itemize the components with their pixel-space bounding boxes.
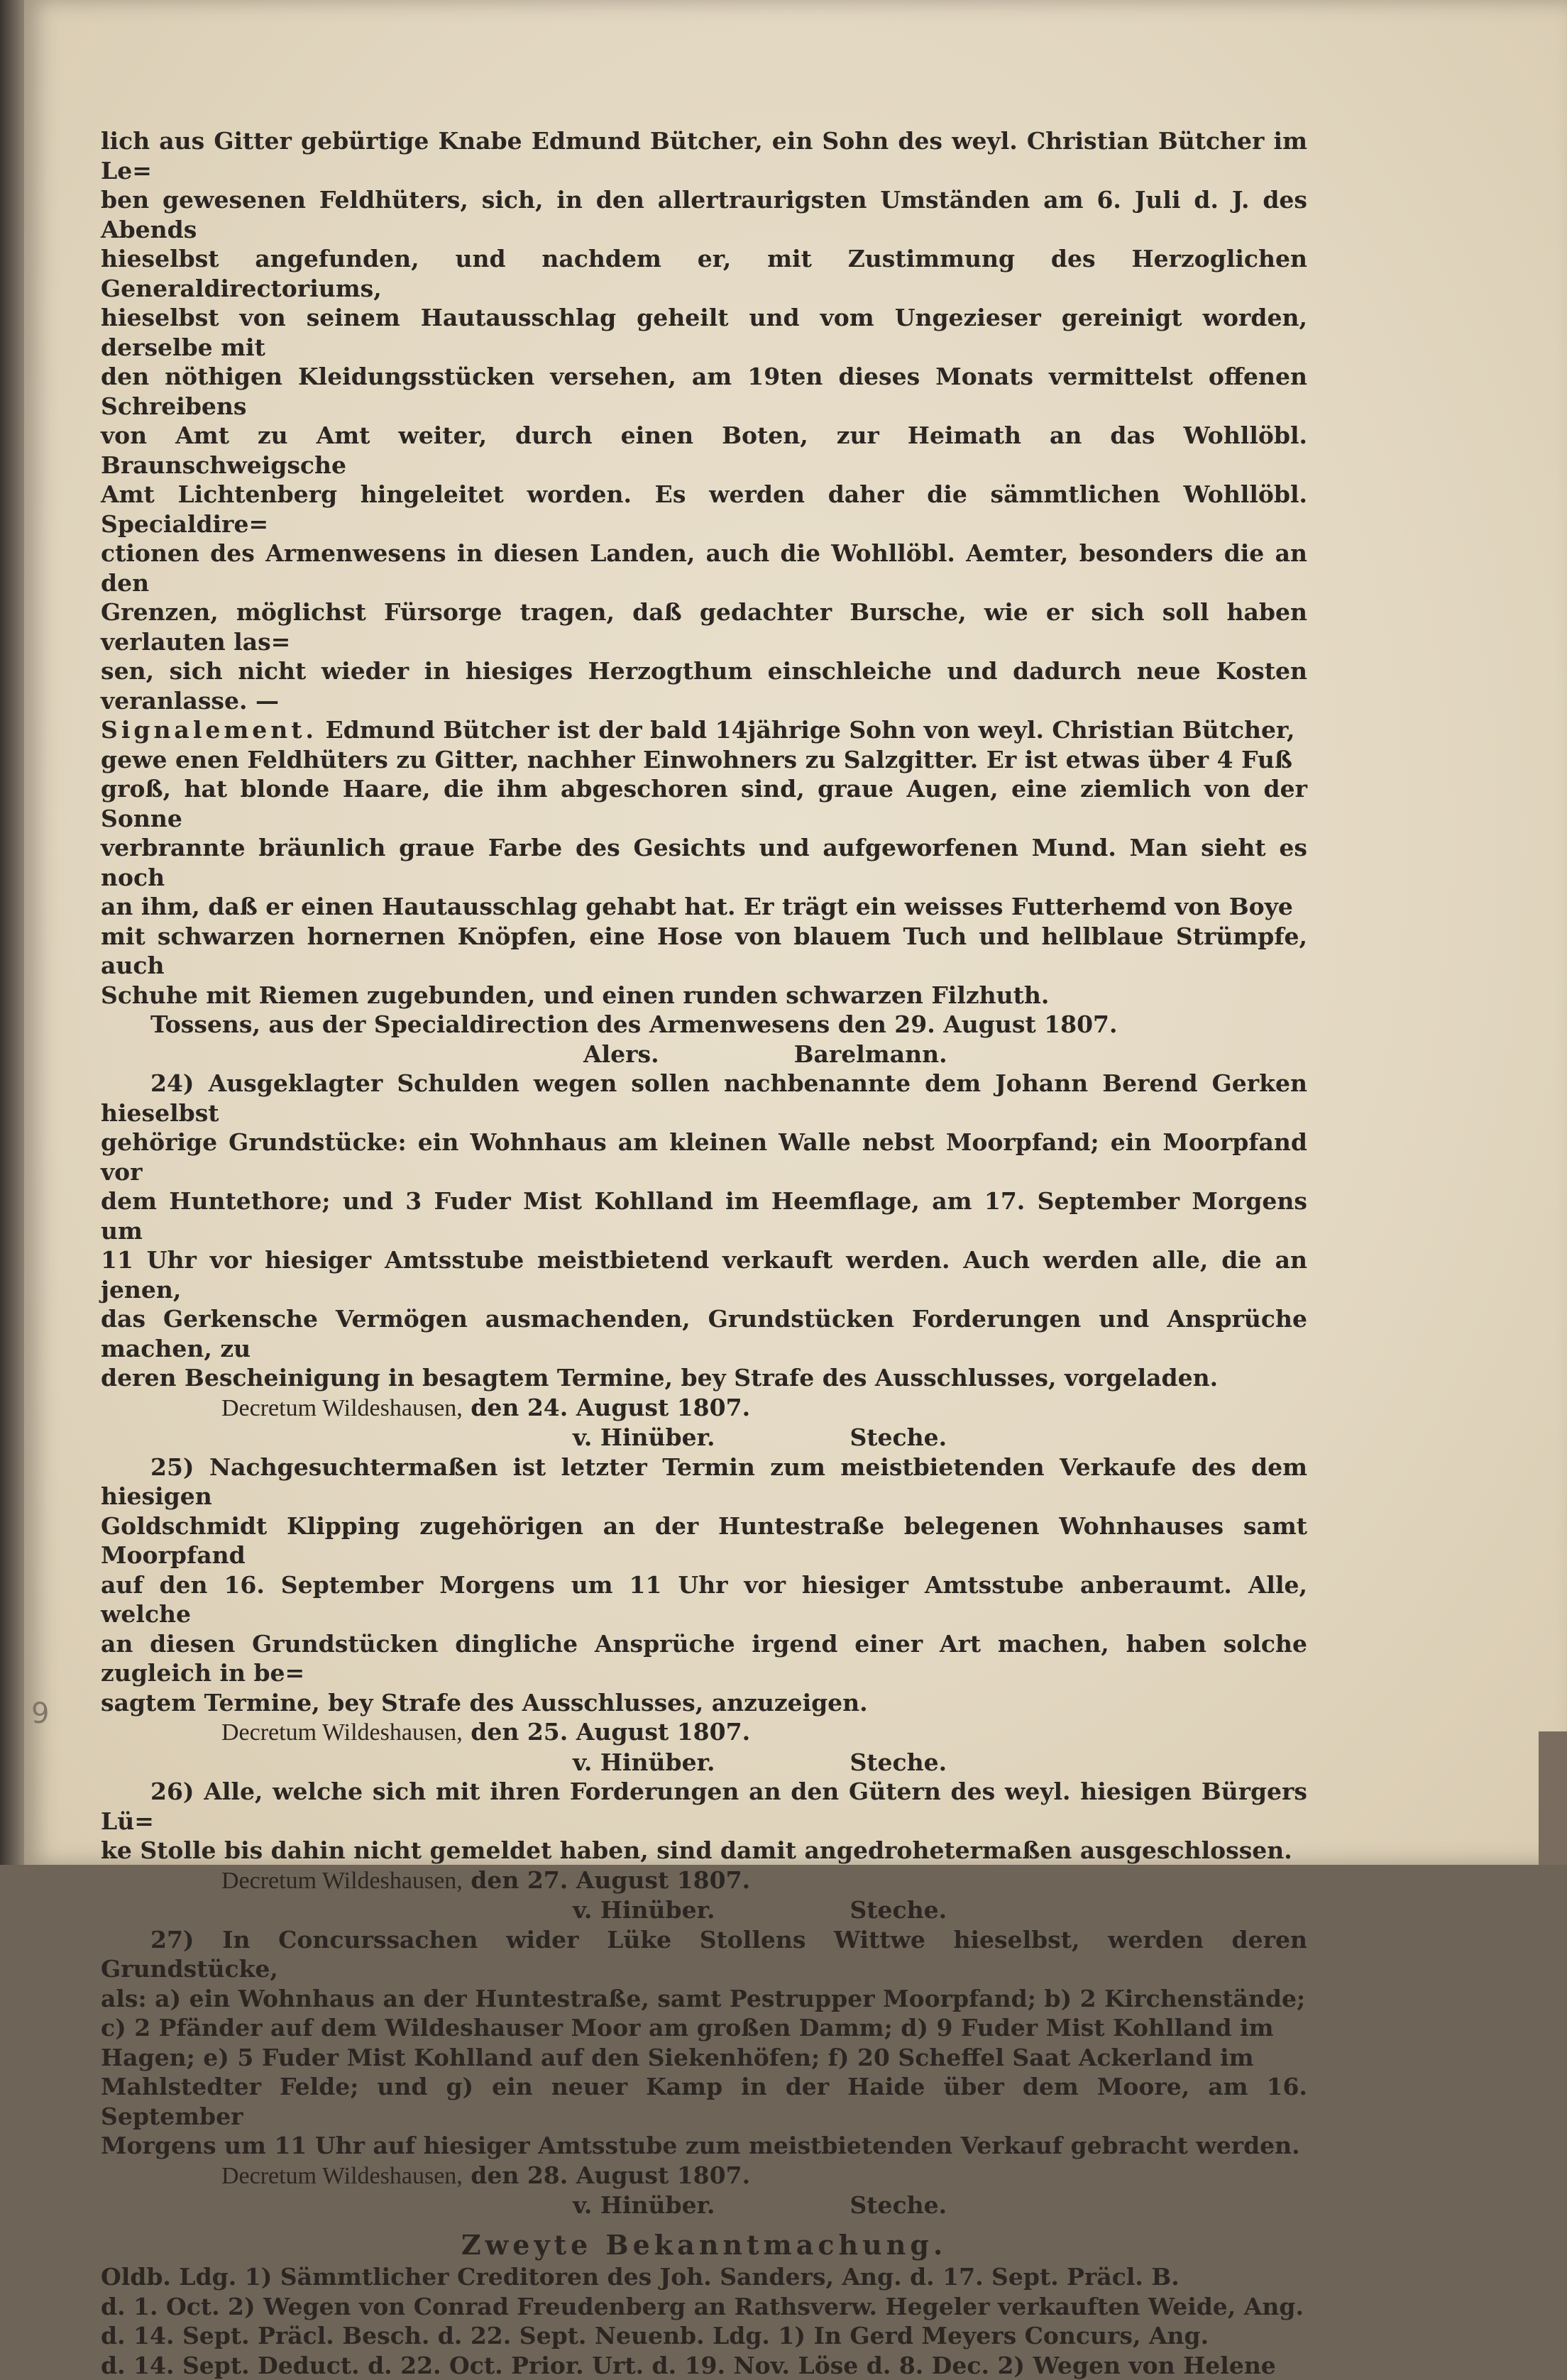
place-date: Tossens, aus der Specialdirection des Armenwesens den 29. August 1807. [101, 1010, 1307, 1040]
decretum-line [101, 1717, 1307, 1748]
text-line: ben gewesenen Feldhüters, sich, in den allertraurigsten Umständen am 6. Juli d. J. des Abends [101, 185, 1307, 244]
decretum-line [101, 2161, 1307, 2191]
text-line: Oldb. Ldg. 1) Sämmtlicher Creditoren des Joh. Sanders, Ang. d. 17. Sept. Präcl. B. [101, 2262, 1307, 2292]
signer: Steche. [850, 1748, 947, 1778]
decretum-line [101, 1393, 1307, 1423]
text-line: d. 14. Sept. Deduct. d. 22. Oct. Prior. Urt. d. 19. Nov. Löse d. 8. Dec. 2) Wegen von Helene [101, 2351, 1307, 2380]
notice-25 [101, 1453, 1307, 1778]
notice-26 [101, 1777, 1307, 1925]
text-line: d. 14. Sept. Präcl. Besch. d. 22. Sept. Neuenb. Ldg. 1) In Gerd Meyers Concurs, Ang. [101, 2321, 1307, 2351]
text-line: 26) Alle, welche sich mit ihren Forderungen an den Gütern des weyl. hiesigen Bürgers Lü= [101, 1777, 1307, 1836]
text-line: 24) Ausgeklagter Schulden wegen sollen nachbenannte dem Johann Berend Gerken hieselbst [101, 1069, 1307, 1128]
signer: v. Hinüber. [573, 2191, 715, 2220]
section-heading: Zweyte Bekanntmachung. [101, 2230, 1307, 2260]
text-line: den nöthigen Kleidungsstücken versehen, am 19ten dieses Monats vermittelst offenen Schreibens [101, 362, 1307, 421]
notice-24 [101, 1069, 1307, 1453]
text-line: von Amt zu Amt weiter, durch einen Boten, zur Heimath an das Wohllöbl. Braunschweigsche [101, 421, 1307, 480]
intro-paragraph [101, 126, 1307, 1069]
text-line: deren Bescheinigung in besagtem Termine, bey Strafe des Ausschlusses, vorgeladen. [101, 1363, 1307, 1393]
signatories [101, 1423, 1307, 1453]
text-line: Morgens um 11 Uhr auf hiesiger Amtsstube zum meistbietenden Verkauf gebracht werden. [101, 2131, 1307, 2161]
decretum-date: den 24. August 1807. [471, 1394, 750, 1421]
text-line: mit schwarzen hornernen Knöpfen, eine Hose von blauem Tuch und hellblaue Strümpfe, auch [101, 922, 1307, 981]
text-line: 11 Uhr vor hiesiger Amtsstube meistbietend verkauft werden. Auch werden alle, die an jenen, [101, 1245, 1307, 1304]
text-line: verbrannte bräunlich graue Farbe des Gesichts und aufgeworfenen Mund. Man sieht es noch [101, 833, 1307, 892]
signatories [101, 1895, 1307, 1925]
signalement-label: Signalement. [101, 716, 317, 744]
text-line: d. 1. Oct. 2) Wegen von Conrad Freudenberg an Rathsverw. Hegeler verkauften Weide, Ang. [101, 2292, 1307, 2322]
text-line: lich aus Gitter gebürtige Knabe Edmund Bütcher, ein Sohn des weyl. Christian Bütcher im Le= [101, 126, 1307, 185]
text-line: als: a) ein Wohnhaus an der Huntestraße, samt Pestrupper Moorpfand; b) 2 Kirchenstände; [101, 1984, 1307, 2014]
decretum-place: Decretum Wildeshausen, [221, 1868, 463, 1894]
signatories [101, 1040, 1307, 1069]
decretum-line [101, 1866, 1307, 1896]
signer: Steche. [850, 1423, 947, 1453]
text-line: das Gerkensche Vermögen ausmachenden, Grundstücken Forderungen und Ansprüche machen, zu [101, 1304, 1307, 1363]
text-line: sen, sich nicht wieder in hiesiges Herzogthum einschleiche und dadurch neue Kosten veranlasse. — [101, 656, 1307, 715]
text-line: ke Stolle bis dahin nicht gemeldet haben, sind damit angedrohetermaßen ausgeschlossen. [101, 1836, 1307, 1866]
signer: v. Hinüber. [573, 1748, 715, 1778]
text-line: Grenzen, möglichst Fürsorge tragen, daß gedachter Bursche, wie er sich soll haben verlauten las= [101, 597, 1307, 656]
signer: Barelmann. [794, 1040, 947, 1069]
text-line: an diesen Grundstücken dingliche Ansprüche irgend einer Art machen, haben solche zugleich in be= [101, 1629, 1307, 1688]
decretum-place: Decretum Wildeshausen, [221, 1395, 463, 1421]
document-text [101, 126, 1307, 2380]
text-line: c) 2 Pfänder auf dem Wildeshauser Moor am großen Damm; d) 9 Fuder Mist Kohlland im [101, 2013, 1307, 2043]
text-line: gehörige Grundstücke: ein Wohnhaus am kleinen Walle nebst Moorpfand; ein Moorpfand vor [101, 1128, 1307, 1186]
book-spine [0, 0, 24, 1865]
signalement-text: Edmund Bütcher ist der bald 14jährige Sohn von weyl. Christian Bütcher, [326, 716, 1295, 744]
signer: Steche. [850, 2191, 947, 2220]
text-line: 25) Nachgesuchtermaßen ist letzter Termin zum meistbietenden Verkaufe des dem hiesigen [101, 1453, 1307, 1511]
text-line: hieselbst angefunden, und nachdem er, mit Zustimmung des Herzoglichen Generaldirectoriums, [101, 244, 1307, 303]
text-line: Mahlstedter Felde; und g) ein neuer Kamp in der Haide über dem Moore, am 16. September [101, 2072, 1307, 2131]
signer: v. Hinüber. [573, 1895, 715, 1925]
notice-27 [101, 1925, 1307, 2220]
text-line: auf den 16. September Morgens um 11 Uhr vor hiesiger Amtsstube anberaumt. Alle, welche [101, 1570, 1307, 1629]
text-line: ctionen des Armenwesens in diesen Landen, auch die Wohllöbl. Aemter, besonders die an den [101, 539, 1307, 597]
text-line [101, 715, 1307, 745]
text-line: Hagen; e) 5 Fuder Mist Kohlland auf den Siekenhöfen; f) 20 Scheffel Saat Ackerland im [101, 2043, 1307, 2073]
text-line: Goldschmidt Klipping zugehörigen an der Huntestraße belegenen Wohnhauses samt Moorpfand [101, 1511, 1307, 1570]
page-corner-shadow [1539, 1731, 1567, 1865]
decretum-place: Decretum Wildeshausen, [221, 1719, 463, 1746]
signer: Alers. [583, 1040, 659, 1069]
signatories [101, 1748, 1307, 1778]
text-line: Schuhe mit Riemen zugebunden, und einen runden schwarzen Filzhuth. [101, 981, 1307, 1010]
decretum-date: den 27. August 1807. [471, 1866, 750, 1894]
text-line: sagtem Termine, bey Strafe des Ausschlusses, anzuzeigen. [101, 1688, 1307, 1718]
text-line: Amt Lichtenberg hingeleitet worden. Es werden daher die sämmtlichen Wohllöbl. Specialdire= [101, 480, 1307, 539]
decretum-place: Decretum Wildeshausen, [221, 2163, 463, 2189]
signatories [101, 2191, 1307, 2220]
decretum-date: den 28. August 1807. [471, 2161, 750, 2189]
signer: v. Hinüber. [573, 1423, 715, 1453]
text-line: 27) In Concurssachen wider Lüke Stollens Wittwe hieselbst, werden deren Grundstücke, [101, 1925, 1307, 1984]
second-announcement [101, 2262, 1307, 2380]
text-line: dem Huntethore; und 3 Fuder Mist Kohlland im Heemflage, am 17. September Morgens um [101, 1186, 1307, 1245]
text-line: groß, hat blonde Haare, die ihm abgeschoren sind, graue Augen, eine ziemlich von der Sonne [101, 774, 1307, 833]
signer: Steche. [850, 1895, 947, 1925]
text-line: gewe enen Feldhüters zu Gitter, nachher Einwohners zu Salzgitter. Er ist etwas über 4 Fuß [101, 745, 1307, 775]
decretum-date: den 25. August 1807. [471, 1718, 750, 1746]
pencil-mark: 9 [31, 1697, 45, 1740]
text-line: hieselbst von seinem Hautausschlag geheilt und vom Ungezieser gereinigt worden, derselbe mit [101, 303, 1307, 362]
text-line: an ihm, daß er einen Hautausschlag gehabt hat. Er trägt ein weisses Futterhemd von Boye [101, 892, 1307, 922]
